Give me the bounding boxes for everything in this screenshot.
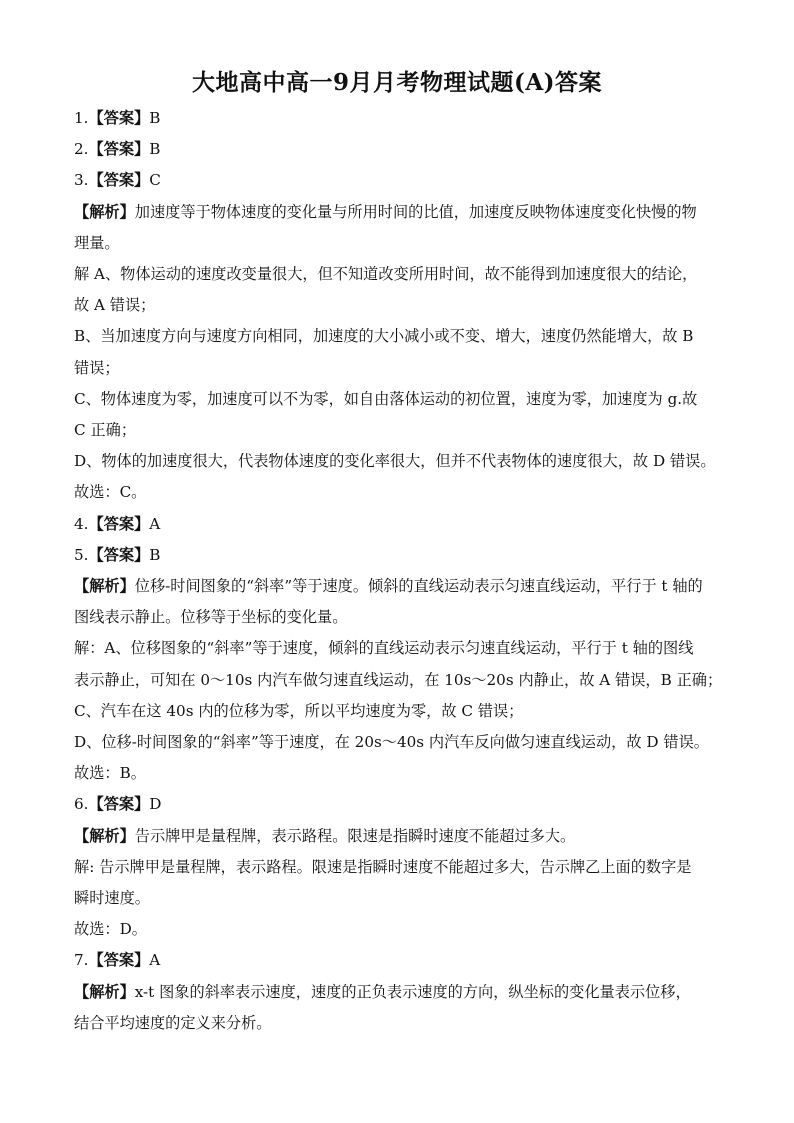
explanation-line <box>74 358 120 378</box>
answer-tag: 【答案】 <box>88 545 150 564</box>
explanation-line <box>74 701 523 721</box>
line-text: 结合平均速度的定义来分析。 <box>74 1013 272 1032</box>
explanation-line <box>74 420 136 440</box>
line-text: D、位移-时间图象的“斜率”等于速度，在 20s～40s 内汽车反向做匀速直线运动，故 D 错误。 <box>74 733 709 751</box>
page-title: 大地高中高一9月月考物理试题(A)答案 <box>191 69 603 96</box>
line-text: B <box>149 545 161 564</box>
line-text: B <box>149 140 161 159</box>
analysis-line <box>74 576 703 596</box>
analysis-tag: 【解析】 <box>74 577 135 595</box>
line-text: C <box>149 171 161 190</box>
line-text: 故 A 错误； <box>74 296 156 315</box>
answer-line <box>74 139 160 159</box>
analysis-tag: 【解析】 <box>74 202 135 221</box>
analysis-line <box>74 982 691 1002</box>
answer-line <box>74 794 161 814</box>
explanation-line <box>74 264 697 284</box>
line-text: 告示牌甲是量程牌，表示路程。限速是指瞬时速度不能超过多大。 <box>134 826 576 845</box>
line-text: B <box>149 109 161 127</box>
line-text: 故选：C。 <box>74 483 147 502</box>
answer-line <box>74 514 160 534</box>
line-text: 图线表示静止。位移等于坐标的变化量。 <box>74 608 348 627</box>
explanation-line <box>74 326 693 346</box>
question-number: 1. <box>74 109 89 127</box>
answer-tag: 【答案】 <box>88 171 150 190</box>
line-text: A <box>149 514 161 533</box>
line-text: D、物体的加速度很大，代表物体速度的变化率很大，但并不代表物体的速度很大，故 D 错误。 <box>74 452 716 471</box>
answer-tag: 【答案】 <box>88 951 150 970</box>
line-text: 解: 告示牌甲是量程牌，表示路程。限速是指瞬时速度不能超过多大，告示牌乙上面的数字是 <box>74 857 692 876</box>
explanation-line <box>74 607 347 627</box>
line-text: C、物体速度为零，加速度可以不为零，如自由落体运动的初位置，速度为零，加速度为 g.故 <box>74 389 698 408</box>
question-number: 4. <box>74 514 89 533</box>
line-text: x-t 图象的斜率表示速度，速度的正负表示速度的方向，纵坐标的变化量表示位移， <box>134 982 691 1001</box>
question-number: 3. <box>74 171 89 190</box>
question-number: 6. <box>74 795 89 814</box>
question-number: 7. <box>74 951 89 970</box>
explanation-line <box>74 295 155 315</box>
line-text: C、汽车在这 40s 内的位移为零，所以平均速度为零，故 C 错误； <box>74 701 524 720</box>
line-text: B、当加速度方向与速度方向相同，加速度的大小减小或不变、增大，速度仍然能增大，故 B <box>74 327 694 346</box>
answer-tag: 【答案】 <box>88 140 150 159</box>
analysis-tag: 【解析】 <box>74 826 135 845</box>
line-text: 表示静止，可知在 0～10s 内汽车做匀速直线运动，在 10s～20s 内静止，故 A 错误，B 正确； <box>74 670 723 689</box>
answer-line <box>74 108 160 128</box>
line-text: 故选：D。 <box>74 920 147 939</box>
answer-tag: 【答案】 <box>88 514 150 533</box>
explanation-line <box>74 732 709 752</box>
question-number: 2. <box>74 140 89 159</box>
line-text: 理量。 <box>74 233 120 252</box>
explanation-line <box>74 389 697 409</box>
question-number: 5. <box>74 545 89 564</box>
analysis-tag: 【解析】 <box>74 982 135 1001</box>
analysis-line <box>74 202 697 222</box>
explanation-line <box>74 1013 271 1033</box>
explanation-line <box>74 233 120 253</box>
explanation-line <box>74 638 693 658</box>
line-text: 解 A、物体运动的速度改变量很大，但不知道改变所用时间，故不能得到加速度很大的结论， <box>74 265 698 283</box>
answer-tag: 【答案】 <box>88 795 150 814</box>
answer-line <box>74 545 160 565</box>
answer-tag: 【答案】 <box>88 109 150 127</box>
analysis-line <box>74 826 575 846</box>
explanation-line <box>74 451 716 471</box>
line-text: 位移-时间图象的“斜率”等于速度。倾斜的直线运动表示匀速直线运动，平行于 t 轴的 <box>134 577 703 595</box>
explanation-line <box>74 763 146 783</box>
line-text: 解：A、位移图象的“斜率”等于速度，倾斜的直线运动表示匀速直线运动，平行于 t 轴的图线 <box>74 639 694 658</box>
explanation-line <box>74 670 722 690</box>
line-text: C 正确； <box>74 421 137 439</box>
line-text: 故选：B。 <box>74 764 146 783</box>
answer-line <box>74 950 160 970</box>
answer-line <box>74 170 161 190</box>
line-text: A <box>149 951 161 970</box>
line-text: D <box>149 795 162 814</box>
line-text: 加速度等于物体速度的变化量与所用时间的比值，加速度反映物体速度变化快慢的物 <box>134 202 697 221</box>
line-text: 瞬时速度。 <box>74 889 150 907</box>
explanation-line <box>74 919 147 939</box>
explanation-line <box>74 857 691 877</box>
line-text: 错误； <box>74 358 120 377</box>
explanation-line <box>74 482 146 502</box>
explanation-line <box>74 888 150 908</box>
